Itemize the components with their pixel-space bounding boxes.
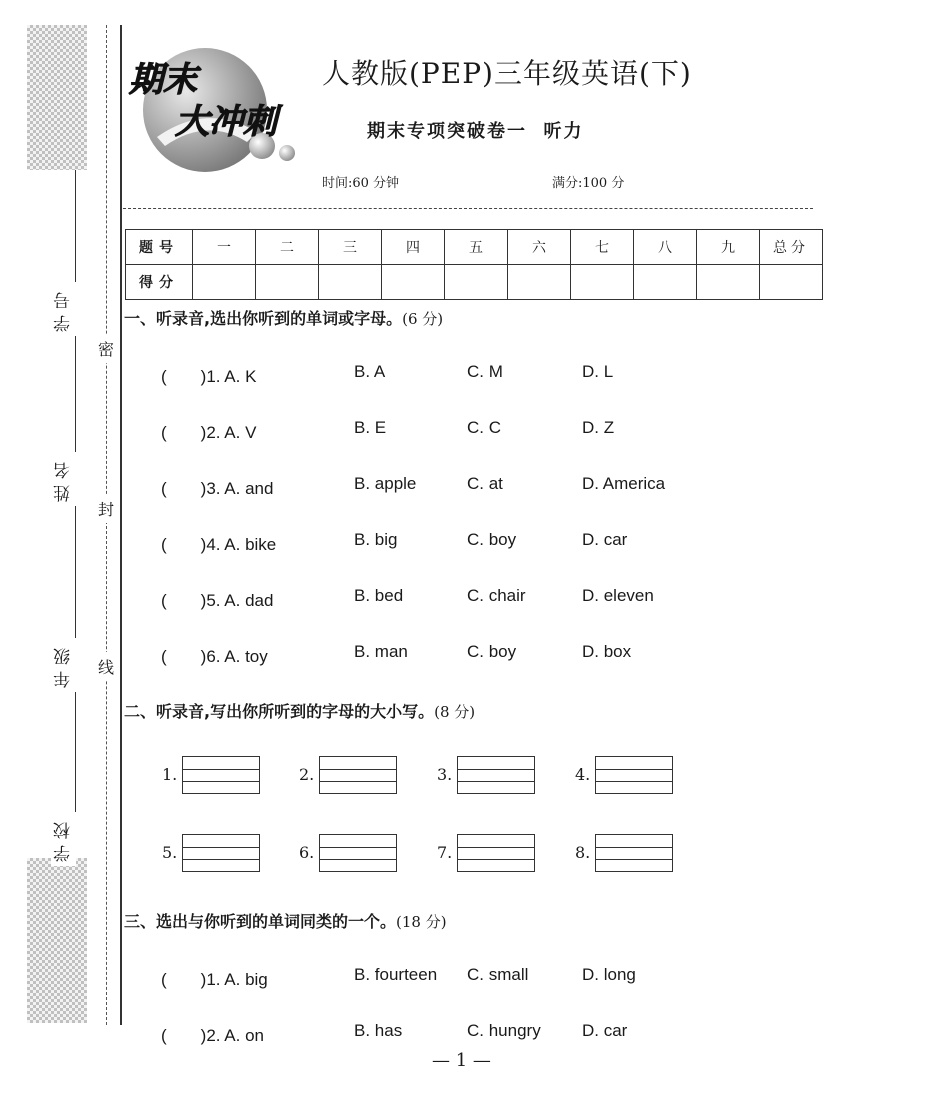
option-d: D. car [582, 530, 628, 549]
writing-box-label: 1. [162, 765, 178, 784]
score-cell[interactable] [382, 265, 445, 300]
writing-box[interactable] [182, 834, 260, 872]
question-row [0, 418, 950, 440]
option-c: C. small [467, 965, 529, 984]
score-cell[interactable] [508, 265, 571, 300]
exam-time: 时间:60 分钟 [322, 176, 400, 191]
score-table-header-row [126, 230, 823, 265]
option-d: D. L [582, 362, 614, 381]
student-id-label: 学号 [51, 282, 76, 336]
school-label: 学校 [51, 812, 76, 866]
writing-box[interactable] [457, 756, 535, 794]
option-b: B. man [354, 642, 408, 661]
question-row [0, 965, 950, 987]
writing-box-item [575, 833, 685, 873]
option-d: D. car [582, 1021, 628, 1040]
score-table [125, 229, 823, 300]
question-row [0, 362, 950, 384]
option-c: C. M [467, 362, 503, 381]
option-b: B. apple [354, 474, 417, 493]
student-name-label: 姓名 [51, 452, 76, 506]
score-cell[interactable] [445, 265, 508, 300]
option-d: D. long [582, 965, 636, 984]
logo [127, 42, 307, 172]
question-row [0, 530, 950, 552]
question-row [0, 642, 950, 664]
score-cell[interactable] [760, 265, 823, 300]
score-col: 五 [445, 230, 508, 265]
header-separator [123, 208, 813, 209]
binding-dashed-line [106, 25, 107, 1025]
question-number[interactable]: ( )1. A. big [161, 970, 268, 989]
score-cell[interactable] [319, 265, 382, 300]
question-number[interactable]: ( )6. A. toy [161, 647, 268, 666]
score-col: 七 [571, 230, 634, 265]
question-number[interactable]: ( )2. A. on [161, 1026, 264, 1045]
score-col: 二 [256, 230, 319, 265]
score-cell[interactable] [634, 265, 697, 300]
score-table-label: 题号 [126, 230, 193, 265]
writing-box[interactable] [182, 756, 260, 794]
score-cell[interactable] [193, 265, 256, 300]
score-col: 六 [508, 230, 571, 265]
writing-box-item [299, 833, 409, 873]
score-col: 一 [193, 230, 256, 265]
page-subtitle: 期末专项突破卷一 听力 [367, 121, 584, 142]
option-b: B. bed [354, 586, 404, 605]
seal-char-xian: 线 [98, 652, 114, 681]
section-3-title: 三、选出与你听到的单词同类的一个。 [124, 912, 397, 931]
question-number[interactable]: ( )3. A. and [161, 479, 274, 498]
option-b: B. has [354, 1021, 403, 1040]
writing-box-item [437, 755, 547, 795]
option-d: D. America [582, 474, 666, 493]
writing-box-label: 6. [299, 843, 315, 862]
question-row [0, 586, 950, 608]
logo-text-line1: 期末 [129, 60, 197, 100]
exam-full-score: 满分:100 分 [552, 176, 625, 191]
section-3-heading [124, 909, 447, 932]
seal-char-feng: 封 [98, 494, 114, 523]
question-number[interactable]: ( )2. A. V [161, 423, 257, 442]
writing-box-label: 5. [162, 843, 178, 862]
score-cell[interactable] [697, 265, 760, 300]
writing-box[interactable] [319, 834, 397, 872]
writing-box-label: 7. [437, 843, 453, 862]
seal-char-mi: 密 [98, 334, 114, 363]
writing-box-label: 4. [575, 765, 591, 784]
option-c: C. boy [467, 642, 517, 661]
score-col: 九 [697, 230, 760, 265]
question-row [0, 474, 950, 496]
option-c: C. boy [467, 530, 517, 549]
section-3-points: (18 分) [396, 913, 447, 931]
score-cell[interactable] [571, 265, 634, 300]
writing-box[interactable] [319, 756, 397, 794]
section-1-title: 一、听录音,选出你听到的单词或字母。 [124, 309, 403, 328]
page-frame-line [120, 25, 122, 1025]
writing-box-item [437, 833, 547, 873]
option-b: B. fourteen [354, 965, 438, 984]
option-c: C. chair [467, 586, 526, 605]
question-row [0, 1021, 950, 1043]
option-c: C. hungry [467, 1021, 541, 1040]
option-d: D. box [582, 642, 632, 661]
writing-box-item [575, 755, 685, 795]
writing-box-item [299, 755, 409, 795]
writing-box[interactable] [595, 834, 673, 872]
binding-pattern-bottom [27, 858, 87, 1023]
option-c: C. C [467, 418, 501, 437]
writing-box[interactable] [457, 834, 535, 872]
grade-label: 年级 [51, 638, 76, 692]
page-title: 人教版(PEP)三年级英语(下) [322, 57, 692, 90]
score-col: 八 [634, 230, 697, 265]
score-table-score-row [126, 265, 823, 300]
option-c: C. at [467, 474, 503, 493]
option-d: D. Z [582, 418, 615, 437]
section-2-title: 二、听录音,写出你所听到的字母的大小写。 [124, 702, 435, 721]
option-b: B. A [354, 362, 386, 381]
score-col-total: 总分 [760, 230, 823, 265]
score-col: 三 [319, 230, 382, 265]
option-b: B. big [354, 530, 398, 549]
score-row-label: 得分 [126, 265, 193, 300]
option-b: B. E [354, 418, 387, 437]
writing-box-label: 8. [575, 843, 591, 862]
question-number[interactable]: ( )5. A. dad [161, 591, 274, 610]
binding-line [75, 170, 76, 858]
writing-box[interactable] [595, 756, 673, 794]
option-d: D. eleven [582, 586, 654, 605]
question-number[interactable]: ( )4. A. bike [161, 535, 277, 554]
writing-box-label: 2. [299, 765, 315, 784]
logo-text-line2: 大冲刺 [175, 102, 277, 142]
writing-box-label: 3. [437, 765, 453, 784]
binding-pattern-top [27, 25, 87, 170]
writing-box-item [162, 833, 272, 873]
section-1-heading [124, 306, 443, 329]
page-number: — 1 — [432, 1050, 491, 1071]
question-number[interactable]: ( )1. A. K [161, 367, 257, 386]
section-2-points: (8 分) [434, 703, 476, 721]
section-2-heading [124, 699, 475, 722]
writing-box-item [162, 755, 272, 795]
score-cell[interactable] [256, 265, 319, 300]
score-col: 四 [382, 230, 445, 265]
section-1-points: (6 分) [402, 310, 444, 328]
